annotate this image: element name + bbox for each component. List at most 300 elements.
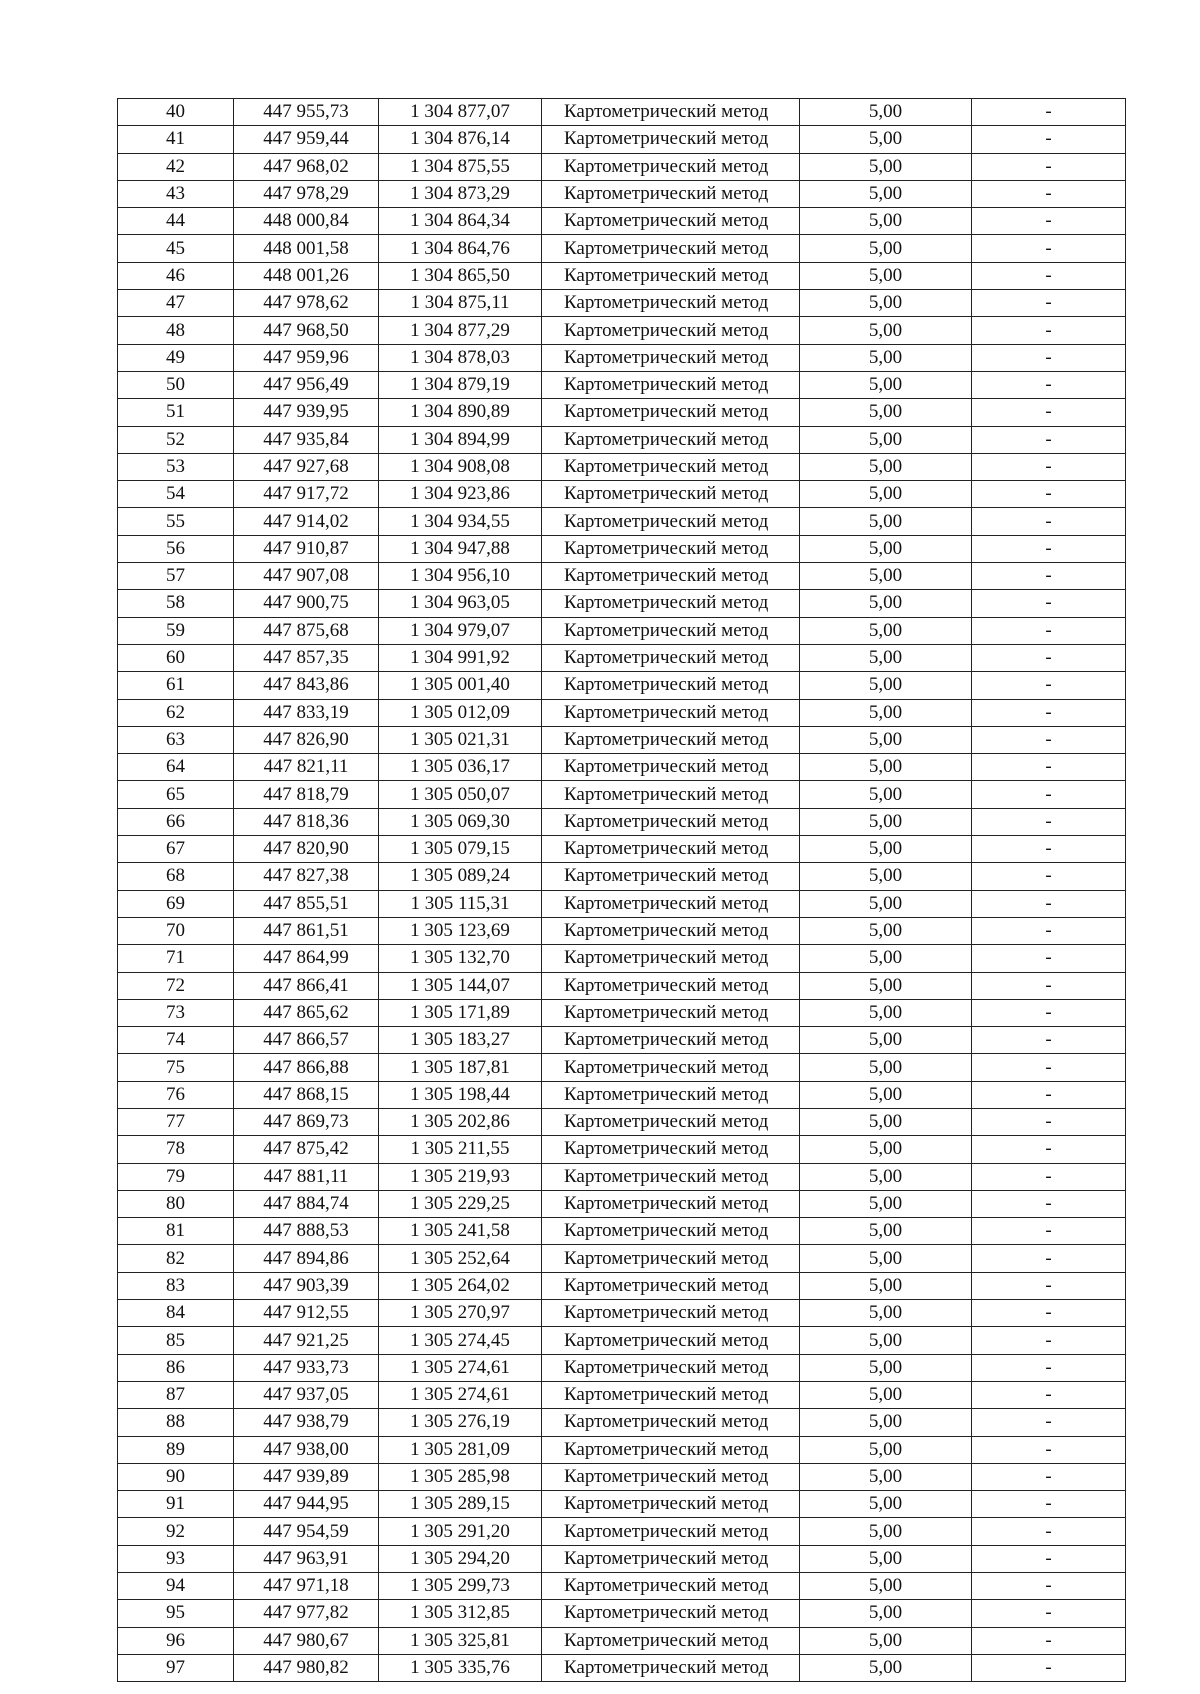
table-row xyxy=(118,1163,1126,1190)
point-number-cell: 49 xyxy=(118,344,234,371)
x-coordinate-cell: 447 956,49 xyxy=(234,371,379,398)
y-coordinate-cell: 1 305 001,40 xyxy=(379,672,542,699)
y-coordinate-cell: 1 304 877,29 xyxy=(379,317,542,344)
precision-cell: 5,00 xyxy=(800,1190,972,1217)
precision-cell: 5,00 xyxy=(800,644,972,671)
point-number-cell: 42 xyxy=(118,153,234,180)
x-coordinate-cell: 447 917,72 xyxy=(234,481,379,508)
x-coordinate-cell: 447 978,62 xyxy=(234,290,379,317)
y-coordinate-cell: 1 305 270,97 xyxy=(379,1300,542,1327)
precision-cell: 5,00 xyxy=(800,1054,972,1081)
point-number-cell: 61 xyxy=(118,672,234,699)
table-row xyxy=(118,344,1126,371)
note-cell: - xyxy=(972,754,1126,781)
x-coordinate-cell: 447 866,88 xyxy=(234,1054,379,1081)
y-coordinate-cell: 1 305 198,44 xyxy=(379,1081,542,1108)
x-coordinate-cell: 447 888,53 xyxy=(234,1218,379,1245)
y-coordinate-cell: 1 305 211,55 xyxy=(379,1136,542,1163)
point-number-cell: 70 xyxy=(118,917,234,944)
note-cell: - xyxy=(972,836,1126,863)
x-coordinate-cell: 447 864,99 xyxy=(234,945,379,972)
table-row xyxy=(118,863,1126,890)
table-row xyxy=(118,99,1126,126)
precision-cell: 5,00 xyxy=(800,1136,972,1163)
y-coordinate-cell: 1 305 069,30 xyxy=(379,808,542,835)
point-number-cell: 76 xyxy=(118,1081,234,1108)
table-row xyxy=(118,1300,1126,1327)
x-coordinate-cell: 447 857,35 xyxy=(234,644,379,671)
table-row xyxy=(118,235,1126,262)
x-coordinate-cell: 447 820,90 xyxy=(234,836,379,863)
y-coordinate-cell: 1 304 873,29 xyxy=(379,180,542,207)
x-coordinate-cell: 447 868,15 xyxy=(234,1081,379,1108)
precision-cell: 5,00 xyxy=(800,1409,972,1436)
point-number-cell: 44 xyxy=(118,208,234,235)
note-cell: - xyxy=(972,481,1126,508)
point-number-cell: 55 xyxy=(118,508,234,535)
table-row xyxy=(118,153,1126,180)
method-cell: Картометрический метод xyxy=(542,1218,800,1245)
x-coordinate-cell: 447 968,50 xyxy=(234,317,379,344)
point-number-cell: 51 xyxy=(118,399,234,426)
method-cell: Картометрический метод xyxy=(542,1163,800,1190)
method-cell: Картометрический метод xyxy=(542,371,800,398)
method-cell: Картометрический метод xyxy=(542,535,800,562)
precision-cell: 5,00 xyxy=(800,1027,972,1054)
note-cell: - xyxy=(972,1600,1126,1627)
point-number-cell: 65 xyxy=(118,781,234,808)
point-number-cell: 75 xyxy=(118,1054,234,1081)
precision-cell: 5,00 xyxy=(800,1108,972,1135)
precision-cell: 5,00 xyxy=(800,1573,972,1600)
method-cell: Картометрический метод xyxy=(542,1245,800,1272)
precision-cell: 5,00 xyxy=(800,208,972,235)
x-coordinate-cell: 447 980,82 xyxy=(234,1654,379,1681)
note-cell: - xyxy=(972,262,1126,289)
y-coordinate-cell: 1 305 325,81 xyxy=(379,1627,542,1654)
table-row xyxy=(118,945,1126,972)
table-row xyxy=(118,754,1126,781)
x-coordinate-cell: 447 938,00 xyxy=(234,1436,379,1463)
note-cell: - xyxy=(972,317,1126,344)
note-cell: - xyxy=(972,917,1126,944)
table-row xyxy=(118,126,1126,153)
y-coordinate-cell: 1 305 187,81 xyxy=(379,1054,542,1081)
point-number-cell: 93 xyxy=(118,1545,234,1572)
precision-cell: 5,00 xyxy=(800,1654,972,1681)
x-coordinate-cell: 447 818,36 xyxy=(234,808,379,835)
precision-cell: 5,00 xyxy=(800,1463,972,1490)
table-row xyxy=(118,1627,1126,1654)
note-cell: - xyxy=(972,99,1126,126)
precision-cell: 5,00 xyxy=(800,836,972,863)
precision-cell: 5,00 xyxy=(800,481,972,508)
note-cell: - xyxy=(972,1108,1126,1135)
y-coordinate-cell: 1 304 864,76 xyxy=(379,235,542,262)
method-cell: Картометрический метод xyxy=(542,453,800,480)
method-cell: Картометрический метод xyxy=(542,699,800,726)
x-coordinate-cell: 447 955,73 xyxy=(234,99,379,126)
y-coordinate-cell: 1 305 312,85 xyxy=(379,1600,542,1627)
point-number-cell: 57 xyxy=(118,563,234,590)
x-coordinate-cell: 447 944,95 xyxy=(234,1491,379,1518)
point-number-cell: 67 xyxy=(118,836,234,863)
precision-cell: 5,00 xyxy=(800,317,972,344)
table-row xyxy=(118,1573,1126,1600)
y-coordinate-cell: 1 305 219,93 xyxy=(379,1163,542,1190)
point-number-cell: 52 xyxy=(118,426,234,453)
note-cell: - xyxy=(972,426,1126,453)
table-row xyxy=(118,781,1126,808)
note-cell: - xyxy=(972,208,1126,235)
point-number-cell: 97 xyxy=(118,1654,234,1681)
method-cell: Картометрический метод xyxy=(542,863,800,890)
note-cell: - xyxy=(972,1491,1126,1518)
note-cell: - xyxy=(972,371,1126,398)
y-coordinate-cell: 1 305 050,07 xyxy=(379,781,542,808)
table-row xyxy=(118,590,1126,617)
point-number-cell: 95 xyxy=(118,1600,234,1627)
point-number-cell: 63 xyxy=(118,726,234,753)
precision-cell: 5,00 xyxy=(800,1081,972,1108)
note-cell: - xyxy=(972,535,1126,562)
point-number-cell: 87 xyxy=(118,1381,234,1408)
table-row xyxy=(118,563,1126,590)
y-coordinate-cell: 1 304 963,05 xyxy=(379,590,542,617)
point-number-cell: 71 xyxy=(118,945,234,972)
point-number-cell: 62 xyxy=(118,699,234,726)
point-number-cell: 88 xyxy=(118,1409,234,1436)
table-row xyxy=(118,1354,1126,1381)
note-cell: - xyxy=(972,972,1126,999)
point-number-cell: 56 xyxy=(118,535,234,562)
x-coordinate-cell: 447 959,44 xyxy=(234,126,379,153)
table-row xyxy=(118,208,1126,235)
x-coordinate-cell: 447 968,02 xyxy=(234,153,379,180)
table-row xyxy=(118,371,1126,398)
table-row xyxy=(118,1081,1126,1108)
method-cell: Картометрический метод xyxy=(542,1081,800,1108)
note-cell: - xyxy=(972,1409,1126,1436)
y-coordinate-cell: 1 305 132,70 xyxy=(379,945,542,972)
note-cell: - xyxy=(972,1245,1126,1272)
note-cell: - xyxy=(972,344,1126,371)
method-cell: Картометрический метод xyxy=(542,808,800,835)
precision-cell: 5,00 xyxy=(800,344,972,371)
table-row xyxy=(118,1245,1126,1272)
y-coordinate-cell: 1 305 229,25 xyxy=(379,1190,542,1217)
table-row xyxy=(118,1545,1126,1572)
x-coordinate-cell: 447 954,59 xyxy=(234,1518,379,1545)
table-row xyxy=(118,808,1126,835)
x-coordinate-cell: 447 855,51 xyxy=(234,890,379,917)
y-coordinate-cell: 1 305 289,15 xyxy=(379,1491,542,1518)
x-coordinate-cell: 447 903,39 xyxy=(234,1272,379,1299)
table-row xyxy=(118,672,1126,699)
method-cell: Картометрический метод xyxy=(542,1409,800,1436)
y-coordinate-cell: 1 305 281,09 xyxy=(379,1436,542,1463)
precision-cell: 5,00 xyxy=(800,726,972,753)
x-coordinate-cell: 447 963,91 xyxy=(234,1545,379,1572)
point-number-cell: 85 xyxy=(118,1327,234,1354)
x-coordinate-cell: 447 865,62 xyxy=(234,999,379,1026)
y-coordinate-cell: 1 305 276,19 xyxy=(379,1409,542,1436)
point-number-cell: 74 xyxy=(118,1027,234,1054)
table-row xyxy=(118,262,1126,289)
note-cell: - xyxy=(972,235,1126,262)
x-coordinate-cell: 447 818,79 xyxy=(234,781,379,808)
y-coordinate-cell: 1 305 241,58 xyxy=(379,1218,542,1245)
table-row xyxy=(118,1463,1126,1490)
method-cell: Картометрический метод xyxy=(542,1600,800,1627)
x-coordinate-cell: 447 881,11 xyxy=(234,1163,379,1190)
method-cell: Картометрический метод xyxy=(542,999,800,1026)
note-cell: - xyxy=(972,1627,1126,1654)
x-coordinate-cell: 447 910,87 xyxy=(234,535,379,562)
method-cell: Картометрический метод xyxy=(542,1436,800,1463)
point-number-cell: 50 xyxy=(118,371,234,398)
y-coordinate-cell: 1 305 123,69 xyxy=(379,917,542,944)
note-cell: - xyxy=(972,617,1126,644)
point-number-cell: 89 xyxy=(118,1436,234,1463)
precision-cell: 5,00 xyxy=(800,863,972,890)
note-cell: - xyxy=(972,1545,1126,1572)
precision-cell: 5,00 xyxy=(800,945,972,972)
note-cell: - xyxy=(972,699,1126,726)
note-cell: - xyxy=(972,781,1126,808)
y-coordinate-cell: 1 304 879,19 xyxy=(379,371,542,398)
method-cell: Картометрический метод xyxy=(542,672,800,699)
y-coordinate-cell: 1 305 089,24 xyxy=(379,863,542,890)
point-number-cell: 82 xyxy=(118,1245,234,1272)
note-cell: - xyxy=(972,1381,1126,1408)
y-coordinate-cell: 1 305 202,86 xyxy=(379,1108,542,1135)
point-number-cell: 84 xyxy=(118,1300,234,1327)
precision-cell: 5,00 xyxy=(800,890,972,917)
precision-cell: 5,00 xyxy=(800,262,972,289)
note-cell: - xyxy=(972,863,1126,890)
y-coordinate-cell: 1 304 908,08 xyxy=(379,453,542,480)
precision-cell: 5,00 xyxy=(800,917,972,944)
note-cell: - xyxy=(972,590,1126,617)
precision-cell: 5,00 xyxy=(800,508,972,535)
method-cell: Картометрический метод xyxy=(542,836,800,863)
table-row xyxy=(118,426,1126,453)
x-coordinate-cell: 447 977,82 xyxy=(234,1600,379,1627)
y-coordinate-cell: 1 305 079,15 xyxy=(379,836,542,863)
y-coordinate-cell: 1 304 864,34 xyxy=(379,208,542,235)
y-coordinate-cell: 1 304 991,92 xyxy=(379,644,542,671)
method-cell: Картометрический метод xyxy=(542,1300,800,1327)
y-coordinate-cell: 1 304 890,89 xyxy=(379,399,542,426)
table-row xyxy=(118,1272,1126,1299)
note-cell: - xyxy=(972,808,1126,835)
precision-cell: 5,00 xyxy=(800,808,972,835)
note-cell: - xyxy=(972,508,1126,535)
table-row xyxy=(118,617,1126,644)
precision-cell: 5,00 xyxy=(800,754,972,781)
table-row xyxy=(118,399,1126,426)
method-cell: Картометрический метод xyxy=(542,1027,800,1054)
point-number-cell: 90 xyxy=(118,1463,234,1490)
x-coordinate-cell: 447 933,73 xyxy=(234,1354,379,1381)
method-cell: Картометрический метод xyxy=(542,917,800,944)
x-coordinate-cell: 447 939,95 xyxy=(234,399,379,426)
y-coordinate-cell: 1 304 865,50 xyxy=(379,262,542,289)
note-cell: - xyxy=(972,153,1126,180)
note-cell: - xyxy=(972,563,1126,590)
note-cell: - xyxy=(972,1027,1126,1054)
precision-cell: 5,00 xyxy=(800,290,972,317)
table-row xyxy=(118,972,1126,999)
point-number-cell: 48 xyxy=(118,317,234,344)
method-cell: Картометрический метод xyxy=(542,1545,800,1572)
note-cell: - xyxy=(972,399,1126,426)
table-row xyxy=(118,317,1126,344)
precision-cell: 5,00 xyxy=(800,535,972,562)
y-coordinate-cell: 1 305 183,27 xyxy=(379,1027,542,1054)
note-cell: - xyxy=(972,1436,1126,1463)
precision-cell: 5,00 xyxy=(800,781,972,808)
x-coordinate-cell: 447 875,68 xyxy=(234,617,379,644)
table-row xyxy=(118,726,1126,753)
note-cell: - xyxy=(972,726,1126,753)
point-number-cell: 72 xyxy=(118,972,234,999)
table-row xyxy=(118,644,1126,671)
x-coordinate-cell: 447 861,51 xyxy=(234,917,379,944)
table-row xyxy=(118,836,1126,863)
y-coordinate-cell: 1 305 021,31 xyxy=(379,726,542,753)
x-coordinate-cell: 447 826,90 xyxy=(234,726,379,753)
method-cell: Картометрический метод xyxy=(542,481,800,508)
precision-cell: 5,00 xyxy=(800,99,972,126)
point-number-cell: 91 xyxy=(118,1491,234,1518)
x-coordinate-cell: 447 875,42 xyxy=(234,1136,379,1163)
precision-cell: 5,00 xyxy=(800,1491,972,1518)
table-row xyxy=(118,1218,1126,1245)
x-coordinate-cell: 447 907,08 xyxy=(234,563,379,590)
x-coordinate-cell: 447 821,11 xyxy=(234,754,379,781)
method-cell: Картометрический метод xyxy=(542,726,800,753)
x-coordinate-cell: 447 843,86 xyxy=(234,672,379,699)
y-coordinate-cell: 1 304 934,55 xyxy=(379,508,542,535)
method-cell: Картометрический метод xyxy=(542,890,800,917)
method-cell: Картометрический метод xyxy=(542,1518,800,1545)
point-number-cell: 53 xyxy=(118,453,234,480)
table-row xyxy=(118,1409,1126,1436)
table-row xyxy=(118,453,1126,480)
method-cell: Картометрический метод xyxy=(542,208,800,235)
note-cell: - xyxy=(972,999,1126,1026)
point-number-cell: 45 xyxy=(118,235,234,262)
y-coordinate-cell: 1 305 274,61 xyxy=(379,1354,542,1381)
point-number-cell: 77 xyxy=(118,1108,234,1135)
y-coordinate-cell: 1 304 894,99 xyxy=(379,426,542,453)
coordinates-table xyxy=(117,98,1126,1682)
note-cell: - xyxy=(972,1654,1126,1681)
x-coordinate-cell: 447 971,18 xyxy=(234,1573,379,1600)
method-cell: Картометрический метод xyxy=(542,99,800,126)
y-coordinate-cell: 1 304 947,88 xyxy=(379,535,542,562)
x-coordinate-cell: 447 978,29 xyxy=(234,180,379,207)
x-coordinate-cell: 447 980,67 xyxy=(234,1627,379,1654)
method-cell: Картометрический метод xyxy=(542,1573,800,1600)
method-cell: Картометрический метод xyxy=(542,317,800,344)
y-coordinate-cell: 1 305 252,64 xyxy=(379,1245,542,1272)
method-cell: Картометрический метод xyxy=(542,754,800,781)
note-cell: - xyxy=(972,1327,1126,1354)
point-number-cell: 68 xyxy=(118,863,234,890)
y-coordinate-cell: 1 305 285,98 xyxy=(379,1463,542,1490)
method-cell: Картометрический метод xyxy=(542,1354,800,1381)
precision-cell: 5,00 xyxy=(800,126,972,153)
table-row xyxy=(118,1381,1126,1408)
x-coordinate-cell: 447 833,19 xyxy=(234,699,379,726)
y-coordinate-cell: 1 305 299,73 xyxy=(379,1573,542,1600)
precision-cell: 5,00 xyxy=(800,1600,972,1627)
y-coordinate-cell: 1 304 876,14 xyxy=(379,126,542,153)
point-number-cell: 60 xyxy=(118,644,234,671)
note-cell: - xyxy=(972,644,1126,671)
method-cell: Картометрический метод xyxy=(542,617,800,644)
precision-cell: 5,00 xyxy=(800,399,972,426)
x-coordinate-cell: 447 959,96 xyxy=(234,344,379,371)
method-cell: Картометрический метод xyxy=(542,399,800,426)
point-number-cell: 78 xyxy=(118,1136,234,1163)
point-number-cell: 69 xyxy=(118,890,234,917)
document-page xyxy=(117,98,1125,1682)
x-coordinate-cell: 447 935,84 xyxy=(234,426,379,453)
table-row xyxy=(118,535,1126,562)
note-cell: - xyxy=(972,1190,1126,1217)
precision-cell: 5,00 xyxy=(800,1518,972,1545)
method-cell: Картометрический метод xyxy=(542,126,800,153)
precision-cell: 5,00 xyxy=(800,371,972,398)
x-coordinate-cell: 447 827,38 xyxy=(234,863,379,890)
method-cell: Картометрический метод xyxy=(542,508,800,535)
method-cell: Картометрический метод xyxy=(542,563,800,590)
x-coordinate-cell: 447 894,86 xyxy=(234,1245,379,1272)
table-row xyxy=(118,1518,1126,1545)
note-cell: - xyxy=(972,1573,1126,1600)
y-coordinate-cell: 1 305 036,17 xyxy=(379,754,542,781)
precision-cell: 5,00 xyxy=(800,672,972,699)
note-cell: - xyxy=(972,1136,1126,1163)
precision-cell: 5,00 xyxy=(800,1272,972,1299)
note-cell: - xyxy=(972,1218,1126,1245)
y-coordinate-cell: 1 304 875,11 xyxy=(379,290,542,317)
note-cell: - xyxy=(972,453,1126,480)
table-row xyxy=(118,1491,1126,1518)
method-cell: Картометрический метод xyxy=(542,344,800,371)
y-coordinate-cell: 1 304 923,86 xyxy=(379,481,542,508)
note-cell: - xyxy=(972,1463,1126,1490)
precision-cell: 5,00 xyxy=(800,180,972,207)
y-coordinate-cell: 1 305 144,07 xyxy=(379,972,542,999)
precision-cell: 5,00 xyxy=(800,1436,972,1463)
method-cell: Картометрический метод xyxy=(542,180,800,207)
point-number-cell: 43 xyxy=(118,180,234,207)
precision-cell: 5,00 xyxy=(800,1627,972,1654)
note-cell: - xyxy=(972,1163,1126,1190)
point-number-cell: 96 xyxy=(118,1627,234,1654)
table-row xyxy=(118,1136,1126,1163)
precision-cell: 5,00 xyxy=(800,563,972,590)
point-number-cell: 79 xyxy=(118,1163,234,1190)
precision-cell: 5,00 xyxy=(800,1381,972,1408)
point-number-cell: 47 xyxy=(118,290,234,317)
table-row xyxy=(118,917,1126,944)
